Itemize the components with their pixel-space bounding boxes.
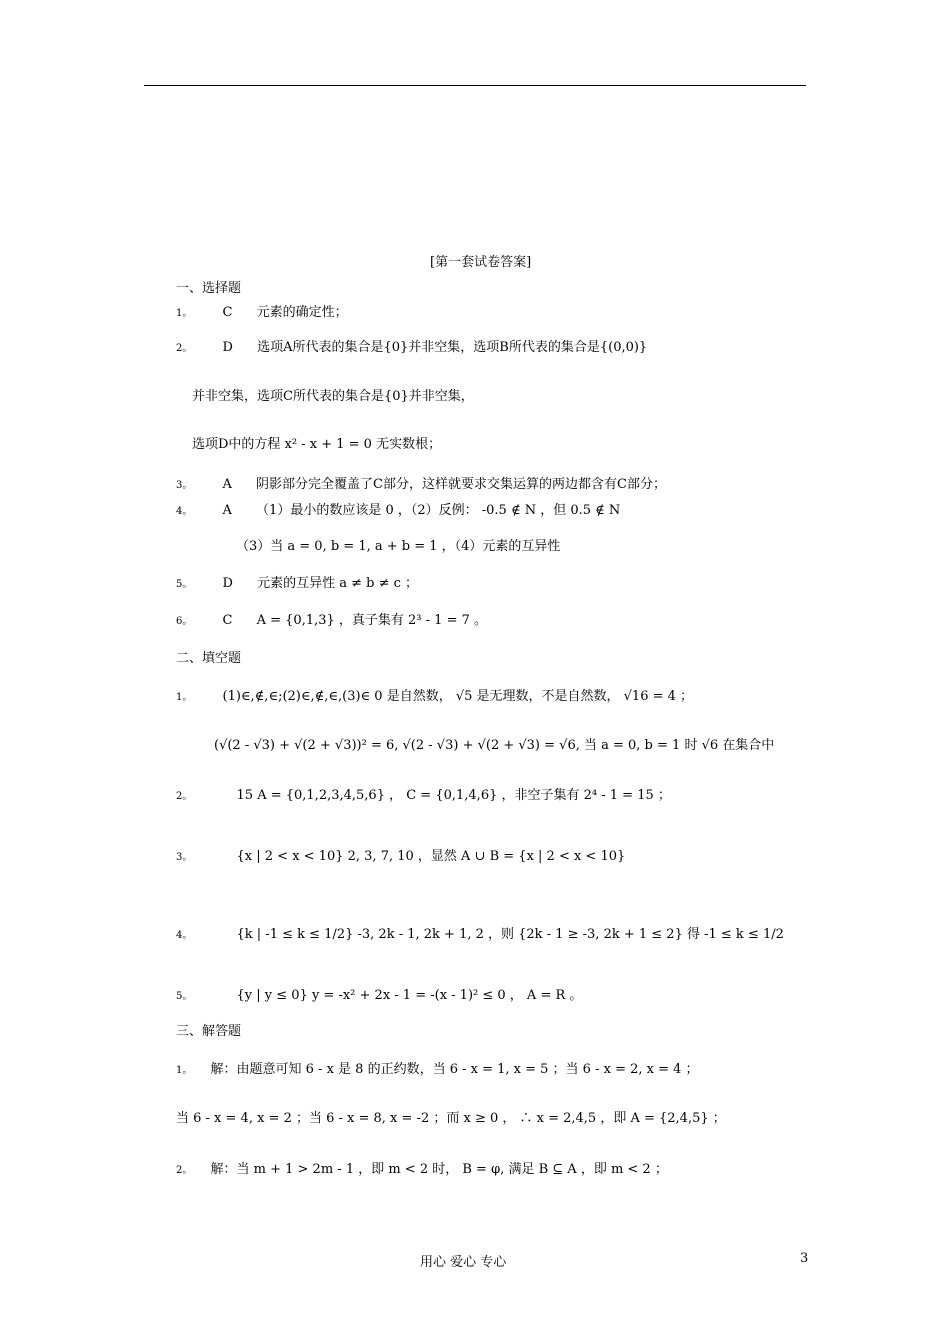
answer-choice: A	[222, 477, 232, 492]
answer-choice: C	[222, 613, 233, 628]
header-rule	[144, 85, 806, 86]
question-number: 4。	[176, 930, 193, 941]
section-heading-fill: 二、填空题	[176, 651, 242, 666]
answer-line	[176, 690, 693, 703]
answer-line	[176, 577, 418, 590]
answer-explanation: 元素的互异性 a ≠ b ≠ c ；	[257, 576, 419, 591]
answer-explanation: {k | -1 ≤ k ≤ 1/2} -3, 2k - 1, 2k + 1, 2 ，则 {2k - 1 ≥ -3, 2k + 1 ≤ 2} 得 -1 ≤ k ≤ 1/2	[236, 927, 784, 942]
answer-explanation: 解：由题意可知 6 - x 是 8 的正约数，当 6 - x = 1, x = 5 ；当 6 - x = 2, x = 4 ；	[210, 1062, 699, 1077]
answer-explanation: {y | y ≤ 0} y = -x² + 2x - 1 = -(x - 1)² ≤ 0 ， A = R 。	[236, 988, 583, 1003]
answer-explanation: 15 A = {0,1,2,3,4,5,6} ， C = {0,1,4,6} ，非空子集有 2⁴ - 1 = 15 ；	[236, 788, 671, 803]
question-number: 2。	[176, 791, 193, 802]
answer-line	[176, 989, 582, 1002]
answer-line	[176, 614, 487, 627]
question-number: 1。	[176, 1065, 193, 1076]
answer-choice: C	[222, 305, 233, 320]
answer-choice: A	[222, 503, 232, 518]
question-number: 2。	[176, 1165, 193, 1176]
question-number: 3。	[176, 480, 193, 491]
answer-continuation: 选项D中的方程 x² - x + 1 = 0 无实数根；	[192, 437, 442, 452]
question-number: 2。	[176, 343, 193, 354]
answer-continuation: (√(2 - √3) + √(2 + √3))² = 6, √(2 - √3) + √(2 + √3) = √6, 当 a = 0, b = 1 时 √6 在集合中	[214, 738, 775, 753]
question-number: 6。	[176, 616, 193, 627]
question-number: 1。	[176, 308, 193, 319]
answer-explanation: （1）最小的数应该是 0 ，（2）反例： -0.5 ∉ N ，但 0.5 ∉ N	[256, 503, 621, 518]
answer-line	[176, 478, 666, 491]
answer-line	[176, 850, 625, 863]
question-number: 5。	[176, 991, 193, 1002]
answer-explanation: (1)∈,∉,∈;(2)∈,∉,∈,(3)∈ 0 是自然数， √5 是无理数，不是自然数， √16 = 4 ；	[222, 689, 694, 704]
answer-explanation: A = {0,1,3} ，真子集有 2³ - 1 = 7 。	[256, 613, 488, 628]
answer-line	[176, 928, 784, 941]
answer-continuation: （3）当 a = 0, b = 1, a + b = 1 ，（4）元素的互异性	[236, 539, 561, 554]
page-title: [第一套试卷答案]	[430, 255, 532, 270]
answer-explanation: 元素的确定性；	[256, 305, 348, 320]
answer-continuation: 当 6 - x = 4, x = 2 ；当 6 - x = 8, x = -2 ；而 x ≥ 0 ， ∴ x = 2,4,5 ，即 A = {2,4,5} ；	[176, 1111, 726, 1126]
page-number: 3	[800, 1251, 809, 1266]
answer-line	[176, 504, 620, 517]
answer-line	[176, 306, 348, 319]
footer-motto: 用心 爱心 专心	[420, 1255, 507, 1270]
answer-line	[176, 1063, 699, 1076]
answer-explanation: 选项A所代表的集合是{0}并非空集，选项B所代表的集合是{(0,0)}	[257, 340, 648, 355]
question-number: 3。	[176, 852, 193, 863]
answer-choice: D	[222, 340, 233, 355]
question-number: 1。	[176, 692, 193, 703]
answer-line	[176, 789, 671, 802]
answer-explanation: 解：当 m + 1 > 2m - 1 ，即 m < 2 时， B = φ, 满足 B ⊆ A ，即 m < 2 ；	[210, 1162, 668, 1177]
answer-choice: D	[222, 576, 233, 591]
question-number: 4。	[176, 506, 193, 517]
answer-continuation: 并非空集，选项C所代表的集合是{0}并非空集，	[192, 389, 474, 404]
answer-explanation: 阴影部分完全覆盖了C部分，这样就要求交集运算的两边都含有C部分；	[256, 477, 666, 492]
answer-line	[176, 1163, 668, 1176]
answer-line	[176, 341, 647, 354]
answer-explanation: {x | 2 < x < 10} 2, 3, 7, 10 ，显然 A ∪ B = {x | 2 < x < 10}	[236, 849, 626, 864]
section-heading-solve: 三、解答题	[176, 1024, 242, 1039]
question-number: 5。	[176, 579, 193, 590]
section-heading-choice: 一、选择题	[176, 281, 242, 296]
